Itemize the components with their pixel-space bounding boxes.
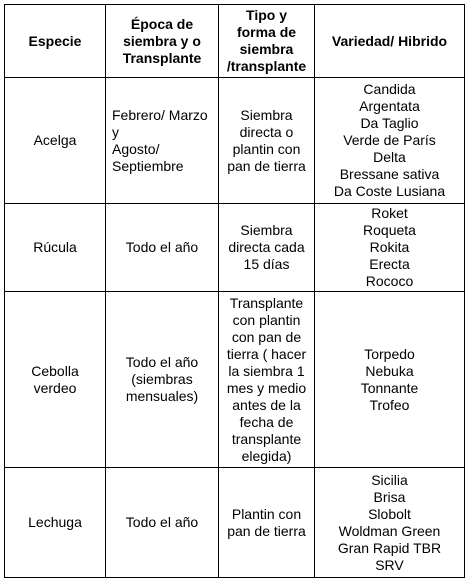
variedad-item: SRV bbox=[375, 556, 404, 573]
tipo-line: plantin con bbox=[232, 140, 301, 157]
table-row bbox=[5, 292, 465, 468]
variedad-item: Trofeo bbox=[369, 396, 410, 413]
cell-variedad bbox=[315, 78, 465, 204]
especie-name: Rúcula bbox=[33, 239, 77, 255]
cell-epoca bbox=[106, 204, 219, 292]
variedad-item: Nebuka bbox=[365, 362, 414, 379]
cell-variedad bbox=[315, 204, 465, 292]
variedad-item: Torpedo bbox=[364, 345, 415, 362]
tipo-line: la siembra 1 bbox=[228, 362, 305, 379]
variedad-item: Candida bbox=[363, 81, 416, 97]
cell-tipo bbox=[219, 292, 315, 468]
especie-name: verdeo bbox=[33, 379, 77, 396]
tipo-line: Siembra bbox=[240, 106, 293, 123]
cell-especie bbox=[5, 204, 106, 292]
table-row bbox=[5, 204, 465, 292]
variedad-item: Rokita bbox=[369, 239, 410, 255]
tipo-line: con plantin bbox=[232, 311, 301, 328]
variedad-item: Da Coste Lusiana bbox=[333, 183, 446, 199]
table-row bbox=[5, 78, 465, 204]
header-variedad bbox=[315, 5, 465, 78]
tipo-line: pan de tierra bbox=[227, 157, 306, 174]
epoca-line: Todo el año bbox=[125, 354, 199, 370]
tipo-line: tierra ( hacer bbox=[226, 345, 307, 362]
tipo-line: transplante bbox=[231, 430, 302, 447]
header-especie bbox=[5, 5, 106, 78]
variedad-item: Delta bbox=[373, 149, 406, 165]
variedad-item: Gran Rapid TBR bbox=[337, 539, 442, 556]
epoca-line: (siembras bbox=[131, 371, 193, 387]
header-variedad-text: Variedad/ Hibrido bbox=[331, 32, 448, 49]
variedad-item: Argentata bbox=[359, 98, 420, 114]
header-epoca-line: siembra y o bbox=[123, 32, 201, 49]
especie-name: Lechuga bbox=[28, 514, 82, 530]
variedad-item: Roqueta bbox=[363, 222, 416, 238]
cell-tipo bbox=[219, 204, 315, 292]
epoca-line: Todo el año bbox=[125, 514, 199, 530]
tipo-line: elegida) bbox=[241, 447, 292, 464]
cell-variedad bbox=[315, 292, 465, 468]
tipo-line: fecha de bbox=[239, 413, 294, 430]
header-epoca-line: Época de bbox=[130, 15, 194, 32]
variedad-item: Roket bbox=[371, 205, 408, 221]
variedad-item: Tonnante bbox=[360, 379, 419, 396]
tipo-line: directa cada bbox=[228, 239, 305, 255]
epoca-line: Septiembre bbox=[112, 157, 184, 174]
epoca-line: Febrero/ Marzo bbox=[112, 106, 208, 123]
table-row bbox=[5, 468, 465, 578]
tipo-line: pan de tierra bbox=[227, 522, 306, 539]
tipo-line: Plantin con bbox=[231, 505, 302, 522]
especie-name: Cebolla bbox=[31, 362, 79, 379]
variedad-item: Woldman Green bbox=[338, 522, 441, 539]
variedad-item: Brisa bbox=[373, 488, 406, 505]
header-tipo-line: siembra bbox=[239, 41, 294, 57]
header-especie-text: Especie bbox=[28, 32, 82, 49]
variedad-item: Bressane sativa bbox=[339, 166, 440, 182]
header-tipo bbox=[219, 5, 315, 78]
header-epoca-line: Transplante bbox=[122, 49, 202, 66]
epoca-line: Agosto/ bbox=[112, 140, 160, 157]
variedad-item: Erecta bbox=[369, 256, 410, 272]
cell-especie bbox=[5, 292, 106, 468]
variedad-item: Da Taglio bbox=[360, 115, 419, 131]
planting-table bbox=[4, 4, 465, 578]
cell-especie bbox=[5, 468, 106, 578]
cell-epoca bbox=[106, 468, 219, 578]
tipo-line: Siembra bbox=[240, 222, 293, 238]
cell-tipo bbox=[219, 78, 315, 204]
tipo-line: antes de la bbox=[232, 396, 301, 413]
epoca-line: mensuales) bbox=[125, 388, 199, 404]
cell-epoca bbox=[106, 78, 219, 204]
variedad-item: Slobolt bbox=[368, 505, 411, 522]
especie-name: Acelga bbox=[33, 132, 77, 148]
header-tipo-line: Tipo y bbox=[246, 7, 287, 23]
cell-tipo bbox=[219, 468, 315, 578]
variedad-item: Verde de París bbox=[343, 132, 436, 148]
tipo-line: Transplante bbox=[229, 294, 304, 311]
header-tipo-line: /transplante bbox=[226, 58, 307, 74]
tipo-line: 15 días bbox=[243, 256, 290, 272]
tipo-line: con pan de bbox=[231, 328, 302, 345]
cell-epoca bbox=[106, 292, 219, 468]
epoca-line: Todo el año bbox=[125, 239, 199, 255]
tipo-line: directa o bbox=[239, 123, 294, 140]
epoca-line: y bbox=[112, 123, 119, 140]
header-row bbox=[5, 5, 465, 78]
cell-especie bbox=[5, 78, 106, 204]
document bbox=[4, 4, 465, 578]
header-tipo-line: forma de bbox=[236, 24, 297, 40]
variedad-item: Sicilia bbox=[371, 471, 408, 488]
header-epoca bbox=[106, 5, 219, 78]
variedad-item: Rococo bbox=[365, 273, 414, 289]
tipo-line: mes y medio bbox=[226, 379, 307, 396]
cell-variedad bbox=[315, 468, 465, 578]
